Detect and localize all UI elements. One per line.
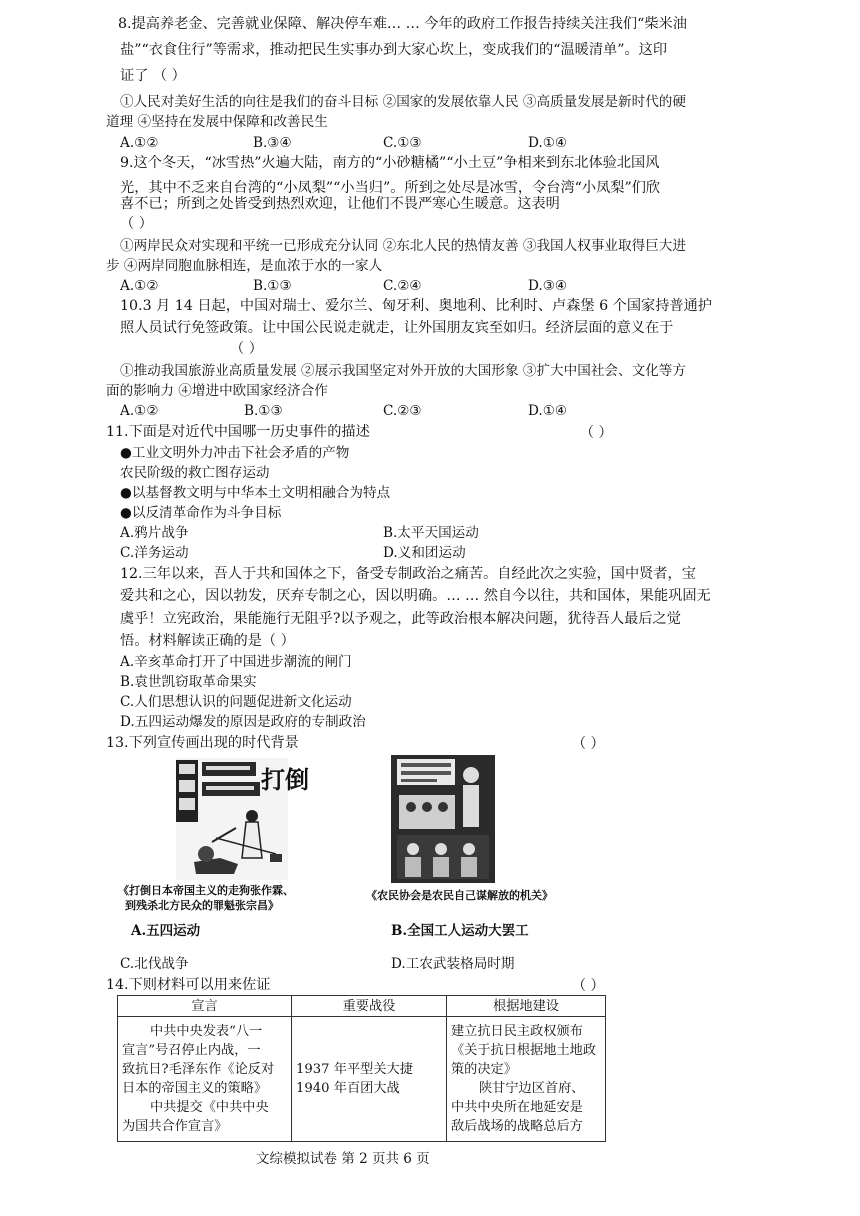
- q11-choice-a: A.鸦片战争: [120, 525, 189, 541]
- q10-choice-d: D.①④: [528, 403, 568, 419]
- q8-options-line1: ①人民对美好生活的向往是我们的奋斗目标 ②国家的发展依靠人民 ③高质量发展是新时代的硬: [120, 94, 686, 110]
- cell-line: 1940 年百团大战: [296, 1081, 400, 1096]
- q11-choice-b: B.太平天国运动: [383, 525, 479, 541]
- q12-stem-line3: 虞乎！立宪政治，果能施行无阻乎?以予观之，此等政治根本解决问题，犹待吾人最后之觉: [120, 611, 681, 627]
- table-header-base-building: 根据地建设: [447, 996, 606, 1017]
- cell-line: 敌后战场的战略总后方: [451, 1119, 583, 1134]
- cell-line: 建立抗日民主政权颁布: [451, 1024, 583, 1039]
- q11-item-3: ●以基督教文明与中华本土文明相融合为特点: [120, 485, 391, 501]
- q9-choice-b: B.①③: [253, 278, 292, 294]
- q10-options-line2: 面的影响力 ④增进中欧国家经济合作: [106, 383, 328, 399]
- table-header-battles: 重要战役: [292, 996, 447, 1017]
- table-header-declaration: 宣言: [118, 996, 292, 1017]
- cell-line: 宣言”号召停止内战，一: [122, 1043, 261, 1058]
- q10-choice-c: C.②③: [383, 403, 422, 419]
- cell-line: 为国共合作宣言》: [122, 1119, 228, 1134]
- q12-stem-line2: 爱共和之心，因以勃发，厌弃专制之心，因以明确。… … 然自今以往，共和国体，果能巩固无: [120, 588, 711, 604]
- q13-answer-paren: （ ）: [572, 736, 605, 752]
- table-cell-base-building: [447, 1017, 606, 1142]
- cell-line: 中共中央所在地延安是: [451, 1100, 583, 1115]
- cell-line: 1937 年平型关大捷: [296, 1062, 413, 1077]
- q9-stem-line1: 9.这个冬天，“冰雪热”火遍大陆，南方的“小砂糖橘”“小土豆”争相来到东北体验北国风: [120, 155, 660, 171]
- q8-stem-line2: 盐”“衣食住行”等需求，推动把民生实事办到大家心坎上，变成我们的“温暖清单”。这印: [120, 42, 668, 58]
- cell-line: 中共中央发表“八一: [150, 1024, 263, 1039]
- q13-stem: 13.下列宣传画出现的时代背景: [106, 735, 299, 751]
- q9-choice-c: C.②④: [383, 278, 422, 294]
- q13-choice-b: B.全国工人运动大罢工: [391, 923, 529, 939]
- q10-choice-a: A.①②: [120, 403, 159, 419]
- poster-2-illustration: [391, 755, 495, 883]
- cell-line: 策的决定》: [451, 1062, 517, 1077]
- table-header-row: [118, 996, 606, 1017]
- q10-stem-line3: （ ）: [230, 341, 263, 357]
- q11-item-4: ●以反清革命作为斗争目标: [120, 505, 282, 521]
- page-footer: 文综模拟试卷 第 2 页共 6 页: [256, 1151, 430, 1167]
- q11-answer-paren: （ ）: [580, 425, 613, 441]
- cell-line: 陕甘宁边区首府、: [479, 1081, 585, 1096]
- q12-stem-line4: 悟。材料解读正确的是（ ）: [120, 633, 295, 649]
- q9-choice-a: A.①②: [120, 278, 159, 294]
- q12-choice-d: D.五四运动爆发的原因是政府的专制政治: [120, 714, 366, 730]
- q8-choice-d: D.①④: [528, 135, 568, 151]
- q11-choice-d: D.义和团运动: [383, 545, 466, 561]
- q10-options-line1: ①推动我国旅游业高质量发展 ②展示我国坚定对外开放的大国形象 ③扩大中国社会、文化等方: [120, 363, 686, 379]
- q10-choice-b: B.①③: [244, 403, 283, 419]
- q9-options-line1: ①两岸民众对实现和平统一已形成充分认同 ②东北人民的热情友善 ③我国人权事业取得巨大进: [120, 238, 686, 254]
- poster-1-illustration: [176, 758, 309, 880]
- q11-stem: 11.下面是对近代中国哪一历史事件的描述: [106, 424, 370, 440]
- q11-choice-c: C.洋务运动: [120, 545, 189, 561]
- q12-stem-line1: 12.三年以来，吾人于共和国体之下，备受专制政治之痛苦。自经此次之实验，国中贤者，宝: [120, 566, 696, 582]
- q12-choice-a: A.辛亥革命打开了中国进步潮流的闸门: [120, 654, 352, 670]
- q10-stem-line1: 10.3 月 14 日起，中国对瑞士、爱尔兰、匈牙利、奥地利、比利时、卢森堡 6 个国家持普通护: [120, 298, 712, 314]
- table-cell-declarations: [118, 1017, 292, 1142]
- q8-choice-c: C.①③: [383, 135, 422, 151]
- q13-choice-d: D.工农武装格局时期: [391, 956, 515, 972]
- q8-stem-line1: 8.提高养老金、完善就业保障、解决停车难… … 今年的政府工作报告持续关注我们“柴米油: [118, 16, 687, 32]
- q9-stem-line2: 光，其中不乏来自台湾的“小凤梨”“小当归”。所到之处尽是冰雪，令台湾“小凤梨”们欣: [120, 180, 661, 196]
- q10-stem-line2: 照人员试行免签政策。让中国公民说走就走，让外国朋友宾至如归。经济层面的意义在于: [120, 320, 674, 336]
- q9-choice-d: D.③④: [528, 278, 568, 294]
- cell-line: 《关于抗日根据地土地政: [451, 1043, 597, 1058]
- q11-item-2: 农民阶级的救亡图存运动: [120, 465, 270, 481]
- q9-stem-line3: 喜不已；所到之处皆受到热烈欢迎，让他们不畏严寒心生暖意。这表明: [120, 196, 560, 212]
- q8-choice-b: B.③④: [253, 135, 292, 151]
- table-cell-battles: [292, 1017, 447, 1142]
- table-row: [118, 1017, 606, 1142]
- q9-stem-line4: （ ）: [120, 216, 153, 232]
- q14-stem: 14.下则材料可以用来佐证: [106, 977, 271, 993]
- cell-line: 日本的帝国主义的策略》: [122, 1081, 268, 1096]
- cell-line: 中共提交《中共中央: [150, 1100, 269, 1115]
- q14-answer-paren: （ ）: [572, 978, 605, 994]
- poster-1-caption-line2: 到残杀北方民众的罪魁张宗昌》: [125, 899, 279, 912]
- q14-material-table: [117, 995, 606, 1142]
- poster-1-headline: 打倒: [261, 766, 309, 794]
- q11-item-1: ●工业文明外力冲击下社会矛盾的产物: [120, 445, 350, 461]
- cell-line: 致抗日?毛泽东作《论反对: [122, 1062, 275, 1077]
- q8-stem-line3: 证了 （ ）: [120, 68, 186, 84]
- poster-1-caption-line1: 《打倒日本帝国主义的走狗张作霖、: [118, 884, 294, 897]
- q9-options-line2: 步 ④两岸同胞血脉相连，是血浓于水的一家人: [106, 258, 383, 274]
- q8-options-line2: 道理 ④坚持在发展中保障和改善民生: [106, 114, 328, 130]
- poster-2-caption: 《农民协会是农民自己谋解放的机关》: [366, 889, 553, 902]
- q8-choice-a: A.①②: [120, 135, 159, 151]
- q13-choice-a: A.五四运动: [131, 923, 201, 939]
- q13-choice-c: C.北伐战争: [120, 956, 189, 972]
- q12-choice-b: B.袁世凯窃取革命果实: [120, 674, 257, 690]
- q12-choice-c: C.人们思想认识的问题促进新文化运动: [120, 694, 352, 710]
